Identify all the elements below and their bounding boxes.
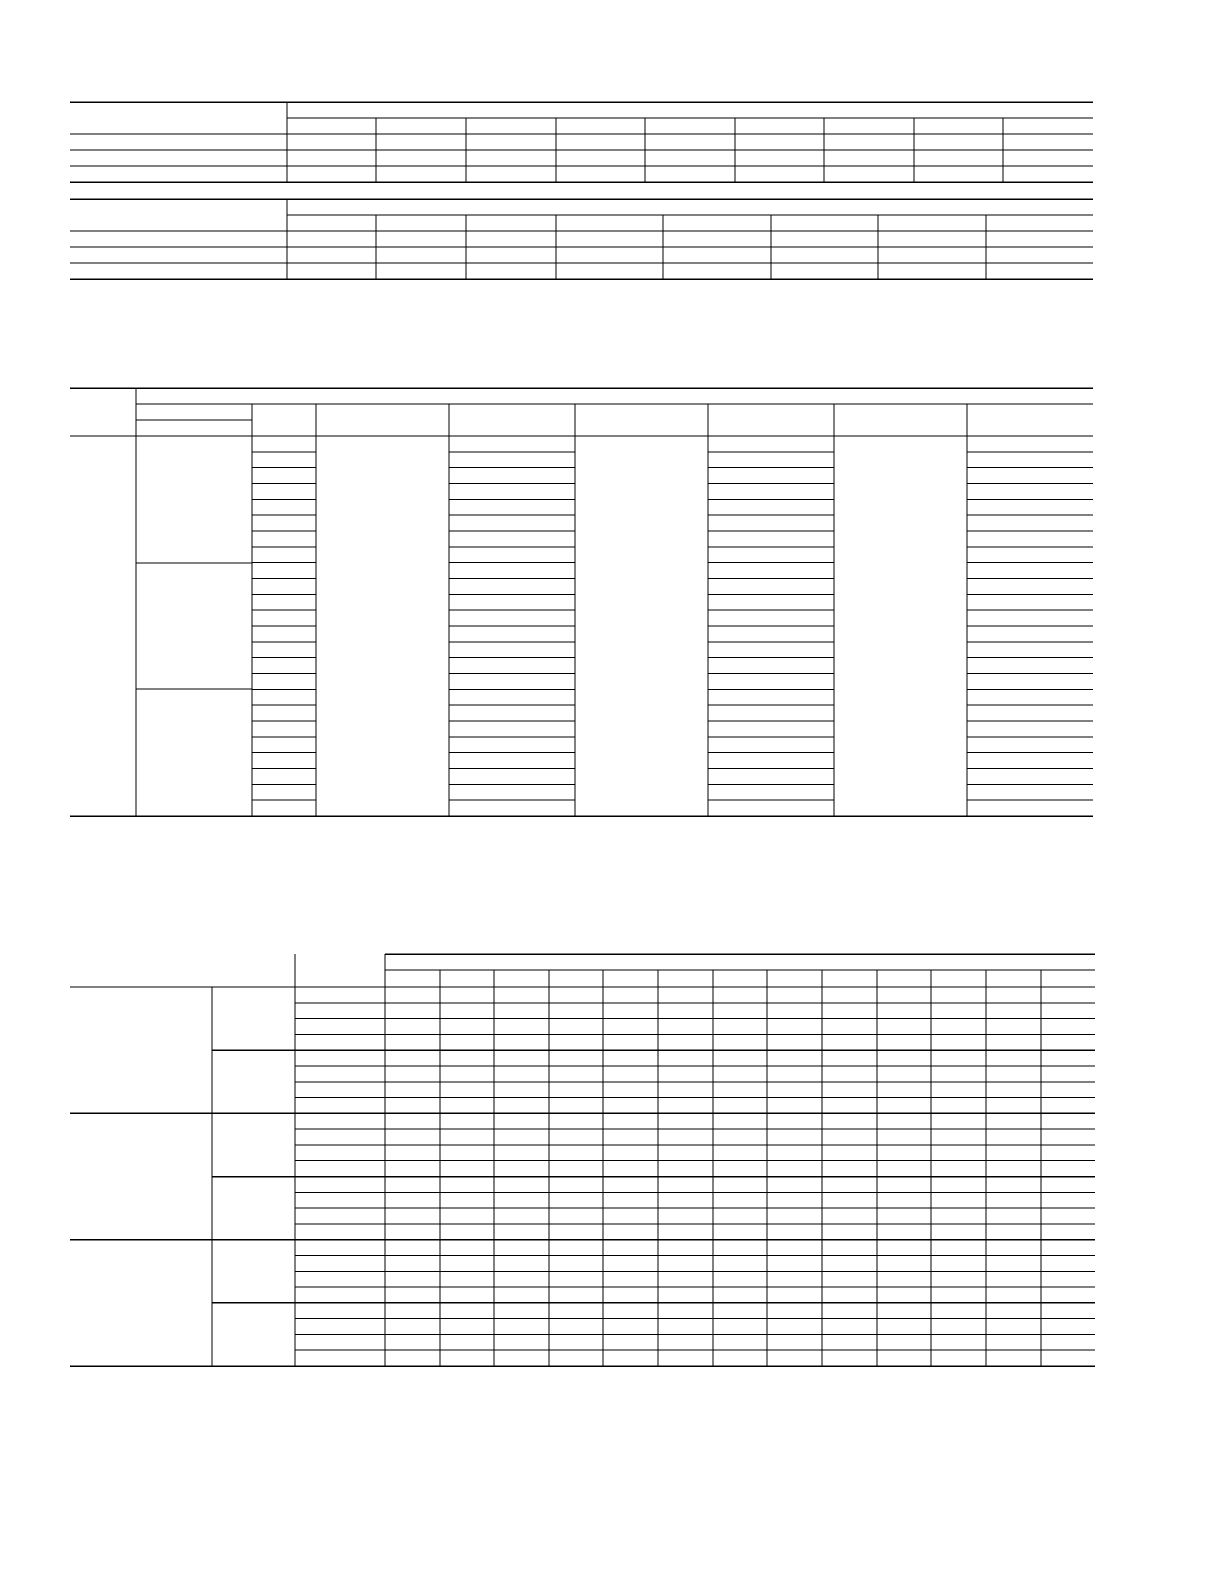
table-4 (70, 954, 1095, 1366)
table-2 (70, 199, 1093, 279)
table-3 (70, 388, 1093, 816)
table-1 (70, 102, 1093, 182)
